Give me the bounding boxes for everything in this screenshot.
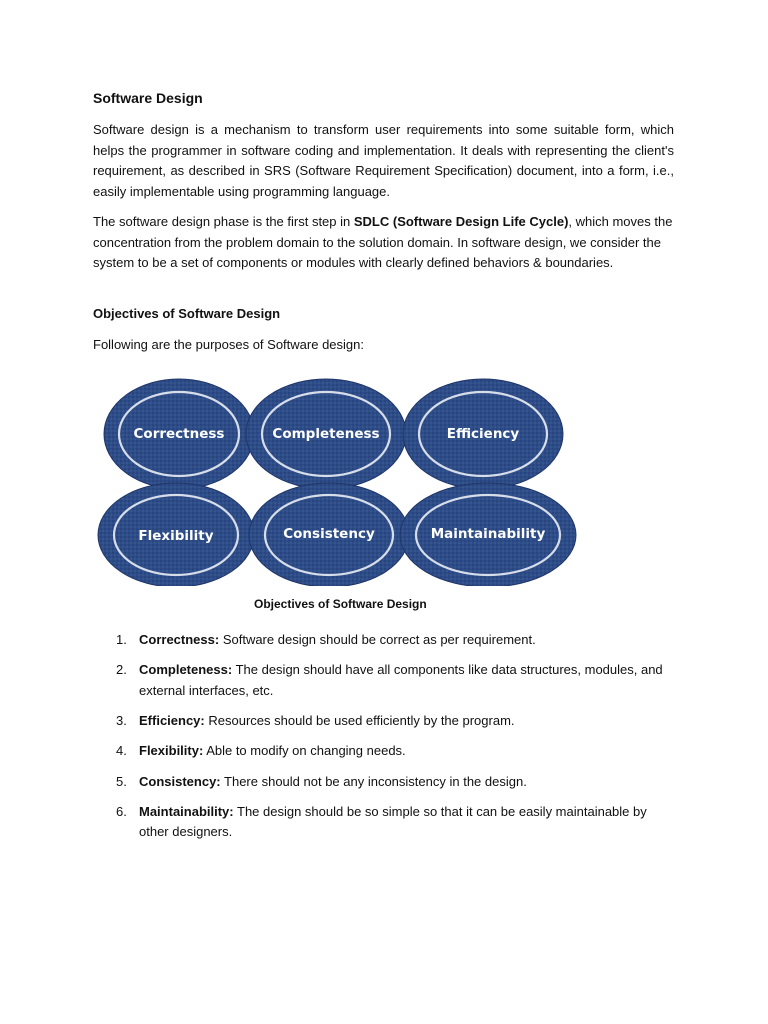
list-term: Maintainability: — [139, 803, 234, 819]
list-body — [139, 802, 674, 843]
list-body — [139, 630, 674, 651]
list-term: Correctness: — [139, 632, 220, 647]
ellipse-maintainability — [400, 483, 576, 586]
list-item — [93, 711, 674, 732]
list-body — [139, 741, 674, 762]
diagram-caption: Objectives of Software Design — [254, 597, 427, 611]
label-flexibility: Flexibility — [138, 528, 214, 544]
objectives-heading: Objectives of Software Design — [93, 306, 281, 321]
list-body — [139, 772, 674, 793]
purposes-intro: Following are the purposes of Software design: — [93, 337, 364, 352]
list-text: Software design should be correct as per requirement. — [219, 632, 536, 647]
list-text: The design should have all components like data structures, modules, and external interfaces, etc. — [139, 662, 663, 698]
list-number: 2. — [116, 662, 127, 678]
ellipse-row-1 — [104, 379, 563, 489]
page-title: Software Design — [93, 90, 203, 106]
list-number: 4. — [116, 743, 127, 759]
sdlc-paragraph — [93, 212, 674, 274]
list-number: 5. — [116, 773, 127, 789]
label-maintainability: Maintainability — [430, 526, 546, 542]
list-term: Consistency: — [139, 773, 221, 789]
ellipse-completeness — [246, 379, 406, 489]
list-number: 6. — [116, 803, 127, 819]
list-text: The design should be so simple so that it can be easily maintainable by other designers. — [139, 803, 647, 840]
list-text: Able to modify on changing needs. — [203, 743, 406, 759]
objectives-list — [93, 630, 674, 853]
intro-paragraph: Software design is a mechanism to transform user requirements into some suitable form, which helps the programmer in software coding and implementation. It deals with representing the client's requirement, as described in SRS (Software Requirement Specification) document, into a form, i.e., easily implementable using programming language. — [93, 122, 674, 200]
list-body — [139, 660, 674, 701]
sdlc-paragraph-end: , which moves the concentration from the problem domain to the solution domain. In software design, we consider the system to be a set of components or modules with clearly defined behaviors & boundaries. — [93, 214, 673, 271]
ellipse-correctness — [104, 379, 254, 489]
list-item — [93, 772, 674, 793]
list-number: 1. — [116, 632, 127, 647]
list-item — [93, 741, 674, 762]
sdlc-paragraph-start: The software design phase is the first step in — [93, 214, 354, 229]
list-term: Flexibility: — [139, 743, 204, 759]
list-item — [93, 660, 674, 701]
list-item — [93, 630, 674, 651]
label-consistency: Consistency — [283, 526, 375, 542]
list-term: Efficiency: — [139, 713, 205, 729]
list-text: There should not be any inconsistency in the design. — [220, 773, 527, 789]
list-item — [93, 802, 674, 843]
list-body — [139, 711, 674, 732]
list-term: Completeness: — [139, 662, 233, 678]
list-text: Resources should be used efficiently by the program. — [204, 713, 515, 729]
ellipse-row-2 — [98, 483, 576, 586]
label-correctness: Correctness — [133, 426, 225, 442]
ellipse-efficiency — [403, 379, 563, 489]
objectives-diagram — [94, 374, 578, 586]
list-number: 3. — [116, 713, 127, 729]
ellipse-flexibility — [98, 483, 254, 586]
sdlc-term: SDLC (Software Design Life Cycle) — [353, 214, 569, 229]
ellipse-consistency — [249, 483, 409, 586]
label-completeness: Completeness — [272, 426, 380, 442]
label-efficiency: Efficiency — [446, 426, 520, 442]
